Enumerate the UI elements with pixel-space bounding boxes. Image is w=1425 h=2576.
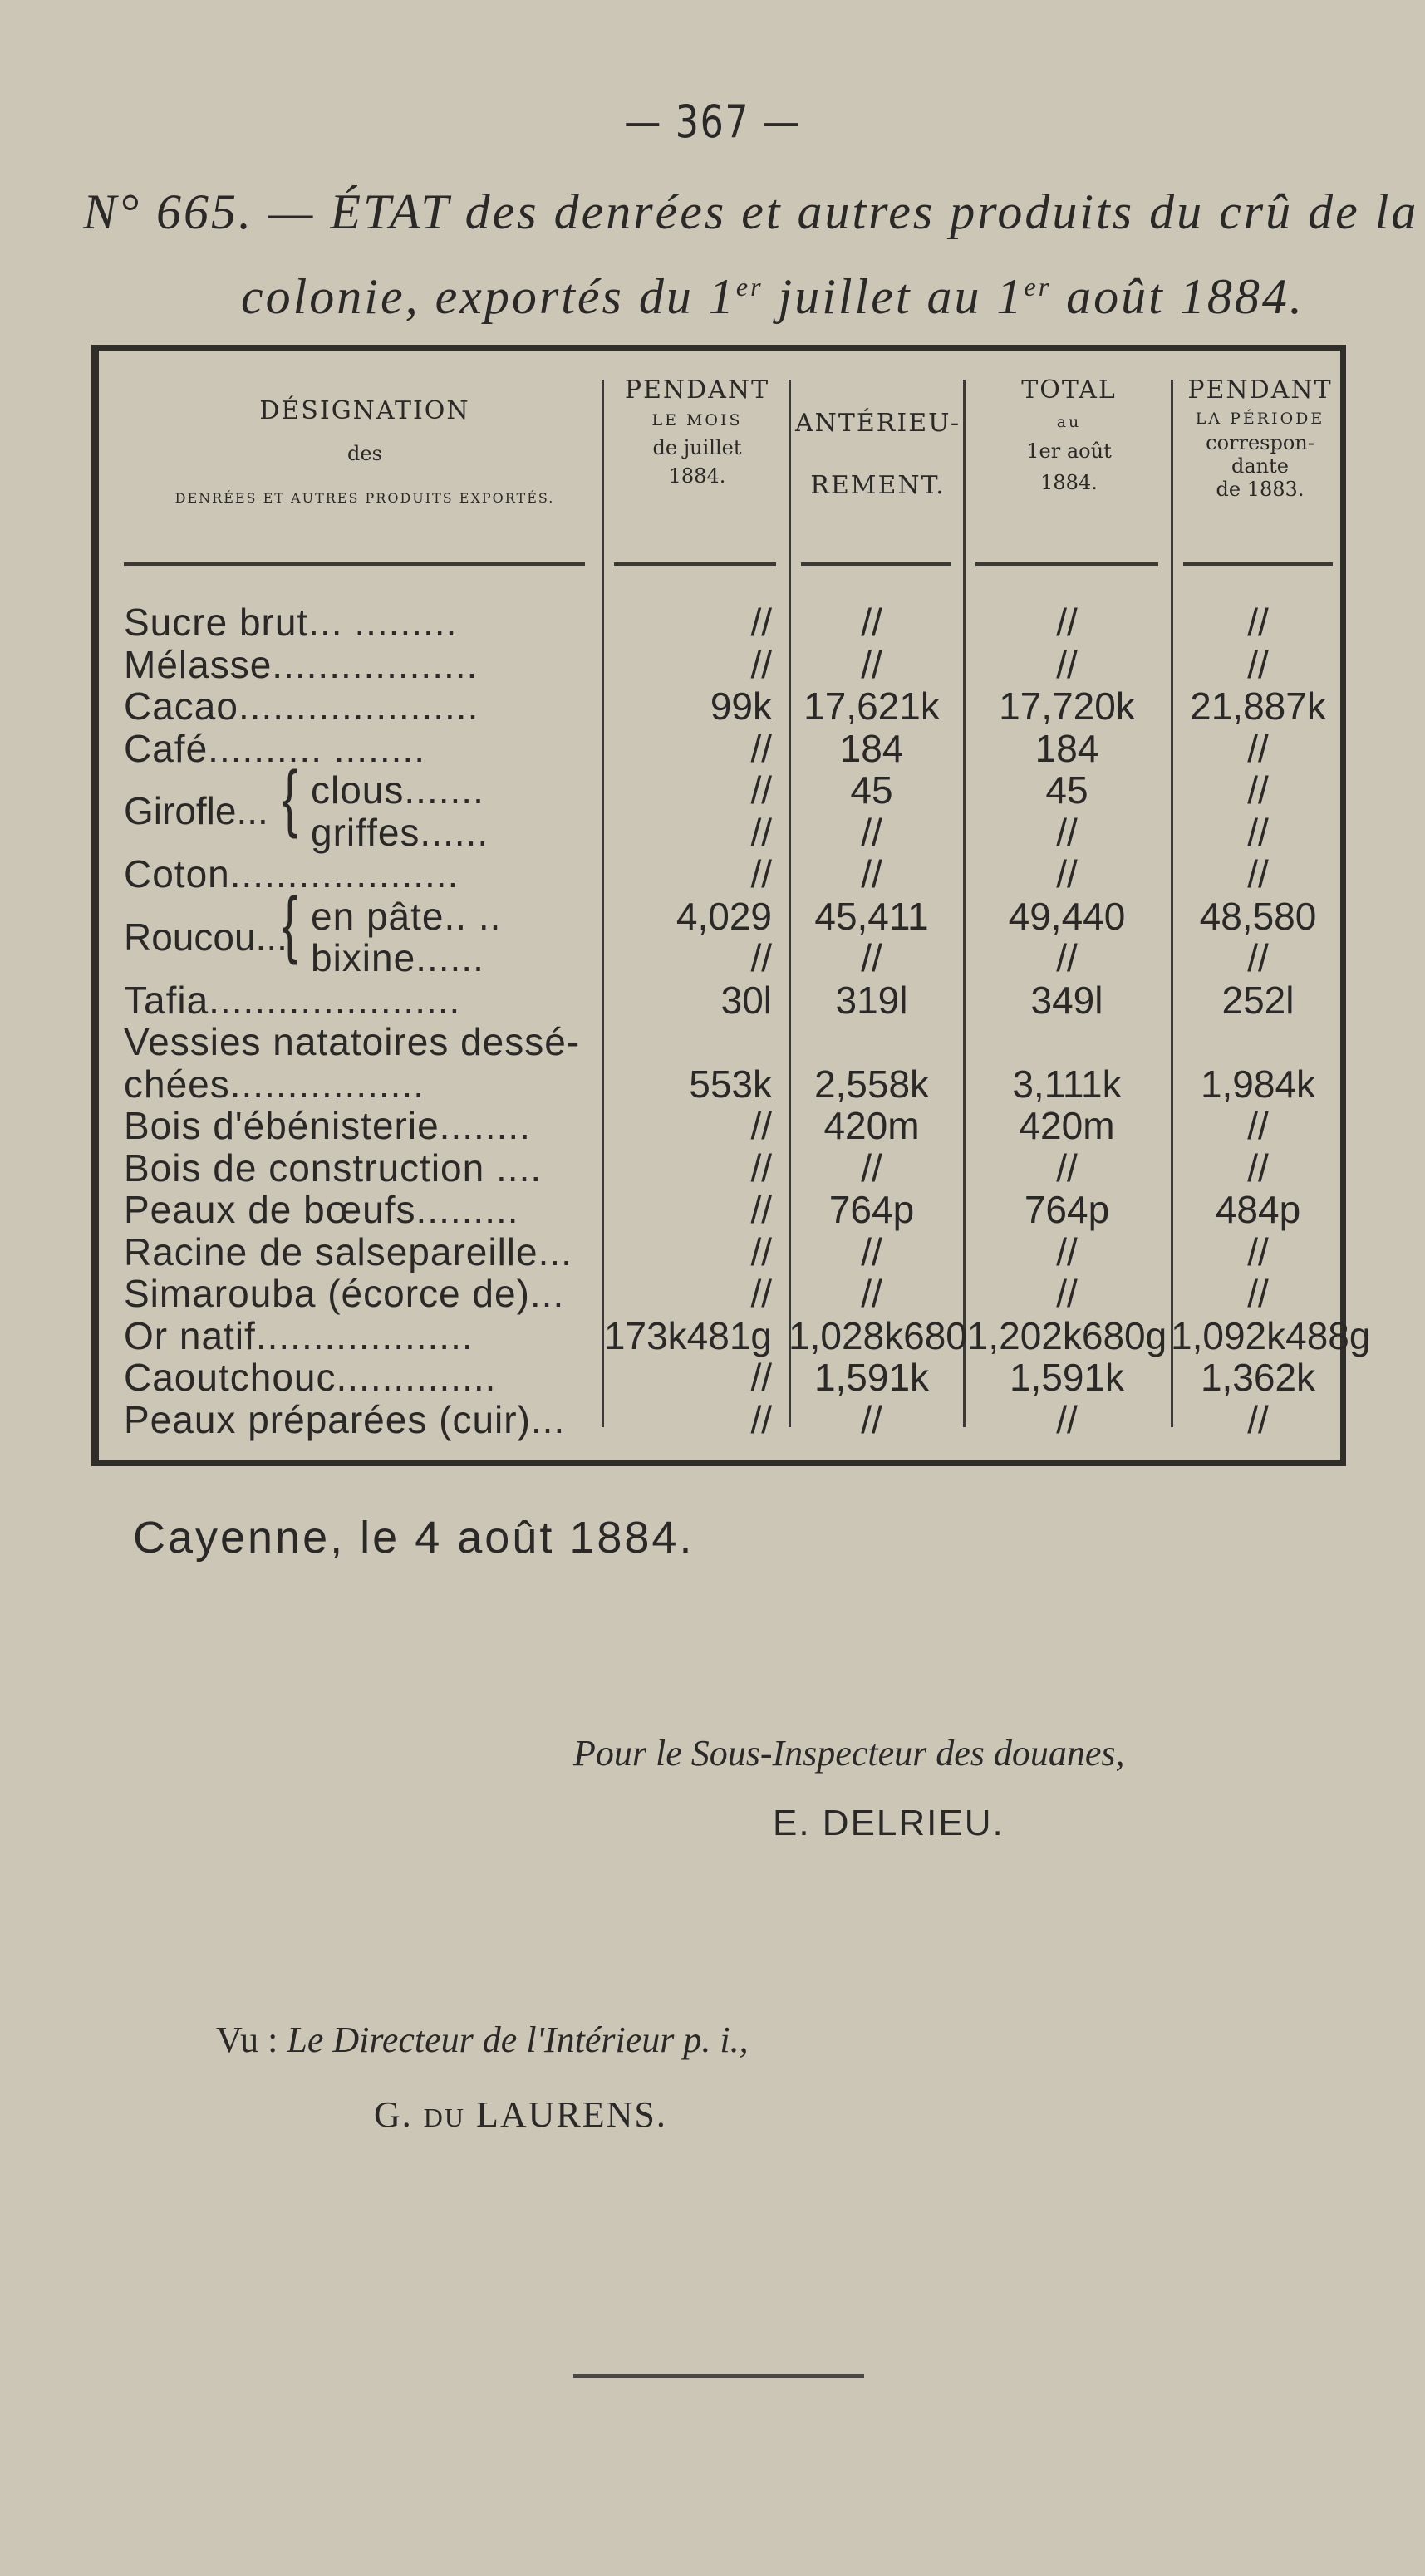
document-title [83,174,1419,334]
group-sub-1: en pâte.. .. [311,894,502,938]
row-value-c2: // [861,1146,882,1190]
header-rule [124,562,585,566]
row-value-c3: 45 [1045,768,1088,812]
row-value-c3: 17,720k [999,684,1135,728]
row-value-c3: 1,202k680g [966,1313,1167,1357]
row-value-c4: // [1247,642,1269,686]
row-value-c4: // [1247,936,1269,979]
row-value-c2: 17,621k [803,684,940,728]
row-label: Cacao..................... [124,684,479,728]
row-value-c3: // [1056,1146,1078,1190]
row-value-c4: 252l [1221,978,1295,1022]
row-label: Simarouba (écorce de)... [124,1272,565,1315]
row-value-c4: 21,887k [1190,684,1326,728]
row-value-c1: // [750,936,772,979]
row-value-c3: 1,591k [1009,1356,1125,1399]
row-value-c3: 349l [1030,978,1103,1022]
row-value-c3: // [1056,601,1078,644]
row-value-c3: 764p [1024,1188,1110,1231]
header-col-month: PENDANT LE MOIS de juillet 1884. [624,375,770,488]
row-value-c2: 1,028k680 [789,1313,967,1357]
row-value-c4: // [1247,1272,1269,1315]
row-value-c3: 184 [1034,726,1099,770]
row-label: Vessies natatoires dessé- [124,1020,581,1063]
row-value-c3: // [1056,1272,1078,1315]
table-row [99,1229,1340,1273]
row-value-c4: // [1247,1397,1269,1441]
header-col-total: TOTAL au 1er août 1884. [1021,375,1117,494]
approval-name: G. DU LAURENS. [374,2094,667,2135]
row-label: Coton.................... [124,852,459,895]
row-value-c2: // [861,936,882,979]
brace-icon: { [283,757,298,840]
row-value-c4: 1,984k [1200,1062,1316,1106]
table-row [99,1355,1340,1398]
row-value-c1: 4,029 [676,894,772,938]
table-row [99,1313,1371,1357]
header-rule [975,562,1158,566]
row-value-c4: 1,362k [1200,1356,1316,1399]
page-number: — 367 — [624,96,801,148]
row-label: Peaux de bœufs......... [124,1188,519,1231]
row-value-c4: // [1247,768,1269,812]
row-value-c2: // [861,1397,882,1441]
row-label: Sucre brut... ......... [124,601,458,644]
row-value-c1: // [750,768,772,812]
row-value-c1: // [750,726,772,770]
row-value-c3: // [1056,852,1078,895]
row-value-c3: // [1056,936,1078,979]
row-value-c2: // [861,852,882,895]
table-row [99,1271,1340,1314]
header-rule [1183,562,1333,566]
row-value-c1: 99k [710,684,772,728]
table-row [99,1062,1340,1105]
row-value-c1: // [750,1229,772,1273]
row-label: Bois de construction .... [124,1146,543,1190]
row-label: Racine de salsepareille... [124,1229,572,1273]
row-value-c3: 3,111k [1012,1062,1122,1106]
row-value-c2: 1,591k [813,1356,930,1399]
row-value-c2: 2,558k [813,1062,930,1106]
row-value-c2: 319l [835,978,908,1022]
table-row [99,600,1340,643]
row-value-c2: // [861,642,882,686]
row-value-c3: // [1056,810,1078,854]
row-value-c2: // [861,810,882,854]
row-value-c3: 49,440 [1008,894,1126,938]
approval-line: Vu : Le Directeur de l'Intérieur p. i., [216,2019,749,2060]
table-row [99,684,1340,727]
row-value-c1: // [750,1272,772,1315]
row-value-c4: // [1247,601,1269,644]
group-sub-1: clous....... [311,768,484,812]
row-value-c4: 484p [1215,1188,1301,1231]
table-row [99,978,1340,1021]
row-value-c1: // [750,852,772,895]
row-value-c1: 173k481g [603,1313,772,1357]
row-value-c1: // [750,810,772,854]
brace-icon: { [283,882,298,966]
row-value-c4: // [1247,852,1269,895]
title-line-2: colonie, exportés du 1er juillet au 1er août 1884. [241,269,1305,324]
header-rule [801,562,951,566]
row-value-c1: // [750,1356,772,1399]
row-value-c1: // [750,1104,772,1147]
table-row [99,1146,1340,1189]
row-value-c2: 184 [839,726,904,770]
row-value-c3: 420m [1019,1104,1115,1147]
row-value-c4: // [1247,1146,1269,1190]
table-row [99,1397,1340,1440]
row-value-c4: 48,580 [1199,894,1317,938]
table-row [99,642,1340,685]
closing-rule [573,2374,864,2378]
row-value-c1: // [750,1146,772,1190]
row-value-c2: 45 [850,768,893,812]
exports-table [91,345,1371,1466]
row-value-c1: // [750,601,772,644]
row-value-c1: 553k [689,1062,772,1106]
row-value-c1: 30l [720,978,772,1022]
row-value-c2: // [861,1272,882,1315]
group-sub-2: griffes...... [311,810,489,854]
signature-name: E. DELRIEU. [773,1803,1005,1843]
row-value-c3: // [1056,1397,1078,1441]
header-rule [614,562,776,566]
row-value-c4: // [1247,726,1269,770]
place-date: Cayenne, le 4 août 1884. [133,1513,695,1563]
group-label: Girofle... [124,789,268,832]
row-value-c1: // [750,642,772,686]
row-value-c4: // [1247,810,1269,854]
row-label: Mélasse.................. [124,642,479,686]
row-value-c4: // [1247,1104,1269,1147]
row-value-c4: 1,092k488g [1171,1313,1371,1357]
row-value-c2: // [861,601,882,644]
row-value-c2: // [861,1229,882,1273]
row-label: Bois d'ébénisterie........ [124,1104,531,1147]
row-label: Peaux préparées (cuir)... [124,1397,566,1441]
row-label: Tafia...................... [124,978,461,1022]
signature-title: Pour le Sous-Inspecteur des douanes, [573,1733,1125,1774]
row-value-c3: // [1056,1229,1078,1273]
header-col-period: PENDANT LA PÉRIODE correspon- dante de 1883. [1187,375,1333,501]
table-row [99,1187,1340,1230]
row-value-c3: // [1056,642,1078,686]
row-value-c2: 45,411 [814,894,929,938]
row-label: Or natif................... [124,1313,474,1357]
row-value-c2: 764p [828,1188,915,1231]
row-label: Caoutchouc.............. [124,1356,497,1399]
row-value-c1: // [750,1188,772,1231]
table-row [99,1103,1340,1146]
row-label: Café.......... ........ [124,726,425,770]
group-sub-2: bixine...... [311,936,484,979]
row-label: chées................. [124,1062,425,1106]
row-value-c2: 420m [823,1104,920,1147]
title-line-1: N° 665. — ÉTAT des denrées et autres produits du crû de la [83,184,1419,239]
header-designation: DÉSIGNATION des DENRÉES ET AUTRES PRODUITS EXPORTÉS. [174,396,555,506]
row-value-c4: // [1247,1229,1269,1273]
group-label: Roucou... [124,915,287,959]
table-row [99,1019,1340,1062]
header-col-previous: ANTÉRIEU- REMENT. [794,409,961,500]
row-value-c1: // [750,1397,772,1441]
